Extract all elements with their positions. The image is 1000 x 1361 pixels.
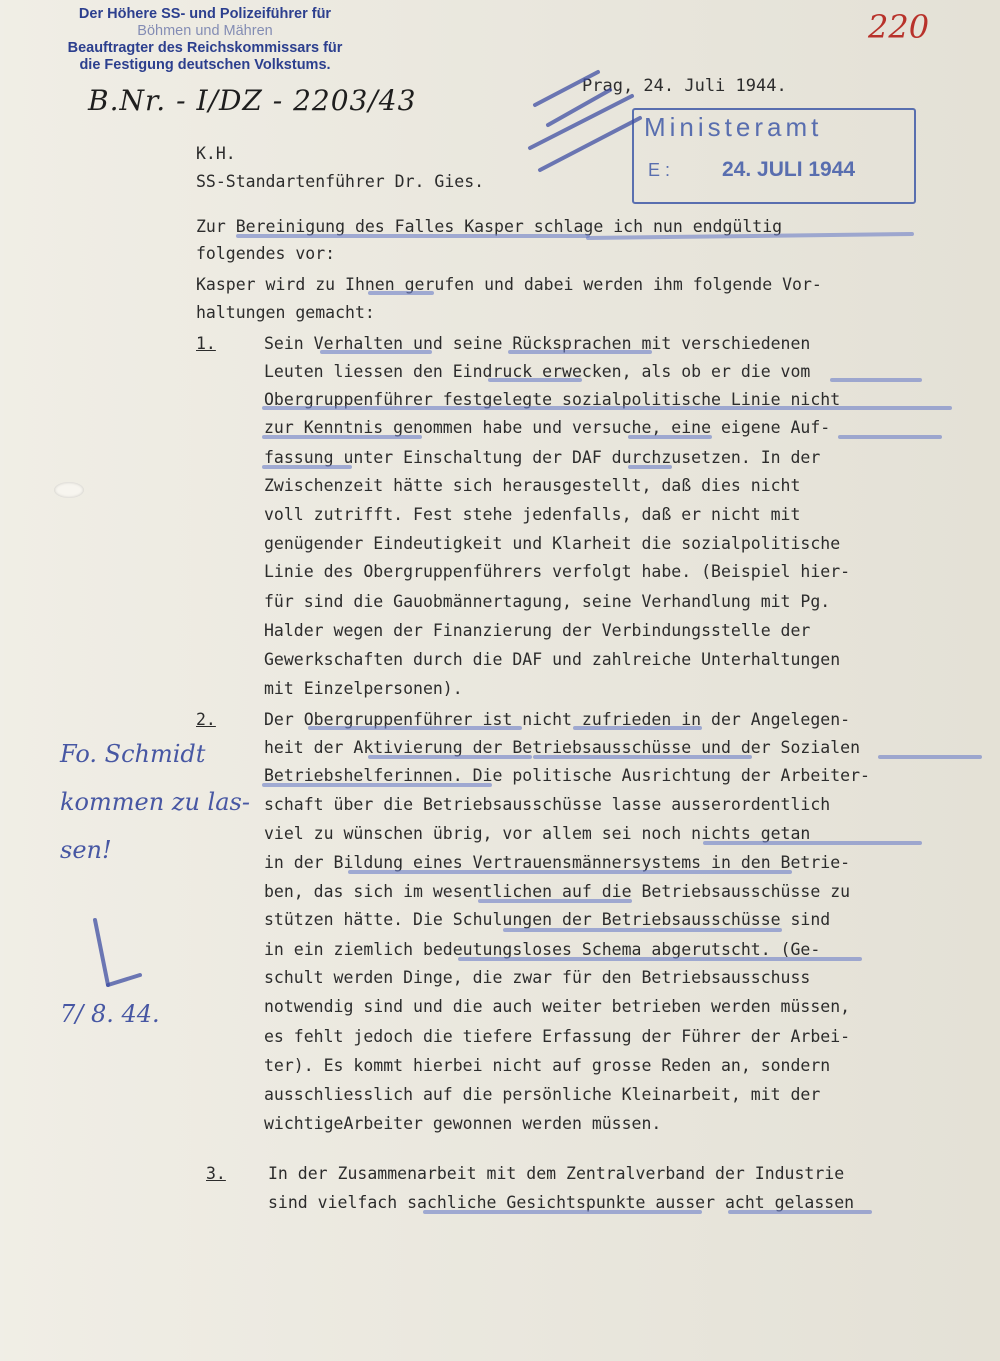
point-line: für sind die Gauobmännertagung, seine Verhandlung mit Pg.: [264, 592, 831, 611]
point-line: fassung unter Einschaltung der DAF durchzusetzen. In der: [264, 448, 821, 467]
point-number: 2.: [196, 710, 216, 729]
hand-strokes: [95, 72, 640, 985]
point-line: Der Obergruppenführer ist nicht zufrieden in der Angelegen-: [264, 710, 851, 729]
point-line: heit der Aktivierung der Betriebsausschüsse und der Sozialen: [264, 738, 861, 757]
point-line: schult werden Dinge, die zwar für den Betriebsausschuss: [264, 968, 811, 987]
point-line: Halder wegen der Finanzierung der Verbindungsstelle der: [264, 621, 811, 640]
pencil-underlines: [238, 234, 980, 1212]
initial-stroke: [108, 975, 140, 985]
ministeramt-stamp-title: Ministeramt: [644, 112, 823, 142]
margin-note-line: Fo. Schmidt: [60, 740, 206, 768]
point-line: notwendig sind und die auch weiter betrieben werden müssen,: [264, 997, 851, 1016]
point-line: in der Bildung eines Vertrauensmännersystems in den Betrie-: [264, 853, 851, 872]
point-line: es fehlt jedoch die tiefere Erfassung der Führer der Arbei-: [264, 1027, 851, 1046]
point-line: viel zu wünschen übrig, vor allem sei noch nichts getan: [264, 824, 811, 843]
point-line: Betriebshelferinnen. Die politische Ausrichtung der Arbeiter-: [264, 766, 870, 785]
point-line: Gewerkschaften durch die DAF und zahlreiche Unterhaltungen: [264, 650, 841, 669]
addressee-name: SS-Standartenführer Dr. Gies.: [196, 172, 485, 191]
underline: [588, 234, 912, 238]
date-line: Prag, 24. Juli 1944.: [582, 76, 787, 96]
point-line: zur Kenntnis genommen habe und versuche, eine eigene Auf-: [264, 418, 831, 437]
check-stroke: [540, 118, 640, 170]
point-line: sind vielfach sachliche Gesichtspunkte ausser acht gelassen: [268, 1193, 855, 1212]
issuer-stamp-line: Der Höhere SS- und Polizeiführer für: [78, 6, 332, 22]
margin-note-line: kommen zu las-: [60, 788, 250, 816]
intro-line: Kasper wird zu Ihnen gerufen und dabei werden ihm folgende Vor-: [196, 275, 822, 294]
intro-line: folgendes vor:: [196, 244, 336, 263]
point-line: Zwischenzeit hätte sich herausgestellt, daß dies nicht: [264, 476, 801, 495]
ministeramt-stamp-prefix: E :: [648, 160, 671, 180]
point-line: genügender Eindeutigkeit und Klarheit die sozialpolitische: [264, 534, 841, 553]
handwritten-reference: B.Nr. - I/DZ - 2203/43: [88, 84, 417, 117]
point-line: wichtigeArbeiter gewonnen werden müssen.: [264, 1114, 662, 1133]
point-line: Sein Verhalten und seine Rücksprachen mit verschiedenen: [264, 334, 811, 353]
check-stroke: [530, 96, 632, 148]
initial-stroke: [95, 920, 108, 985]
point-line: Linie des Obergruppenführers verfolgt habe. (Beispiel hier-: [264, 562, 851, 581]
point-line: In der Zusammenarbeit mit dem Zentralverband der Industrie: [268, 1164, 845, 1183]
point-line: schaft über die Betriebsausschüsse lasse ausserordentlich: [264, 795, 831, 814]
point-line: voll zutrifft. Fest stehe jedenfalls, daß er nicht mit: [264, 505, 801, 524]
point-line: ausschliesslich auf die persönliche Kleinarbeit, mit der: [264, 1085, 821, 1104]
point-line: Obergruppenführer festgelegte sozialpolitische Linie nicht: [264, 390, 841, 409]
point-line: ter). Es kommt hierbei nicht auf grosse Reden an, sondern: [264, 1056, 831, 1075]
point-line: ben, das sich im wesentlichen auf die Betriebsausschüsse zu: [264, 882, 851, 901]
point-number: 3.: [206, 1164, 226, 1183]
intro-line: haltungen gemacht:: [196, 303, 375, 322]
issuer-stamp-line: die Festigung deutschen Volkstums.: [79, 57, 331, 73]
addressee-initials: K.H.: [196, 144, 236, 163]
point-number: 1.: [196, 334, 216, 353]
point-line: stützen hätte. Die Schulungen der Betriebsausschüsse sind: [264, 910, 831, 929]
issuer-stamp-line: Böhmen und Mähren: [137, 23, 273, 39]
ministeramt-stamp-date: 24. JULI 1944: [722, 158, 856, 181]
issuer-stamp-line: Beauftragter des Reichskommissars für: [67, 40, 343, 56]
margin-note-line: 7/ 8. 44.: [60, 1000, 160, 1028]
point-line: in ein ziemlich bedeutungsloses Schema abgerutscht. (Ge-: [264, 940, 821, 959]
page-number: 220: [868, 8, 930, 46]
margin-note-line: sen!: [60, 836, 112, 864]
point-line: mit Einzelpersonen).: [264, 679, 463, 698]
intro-line: Zur Bereinigung des Falles Kasper schlage ich nun endgültig: [196, 217, 783, 236]
point-line: Leuten liessen den Eindruck erwecken, als ob er die vom: [264, 362, 811, 381]
